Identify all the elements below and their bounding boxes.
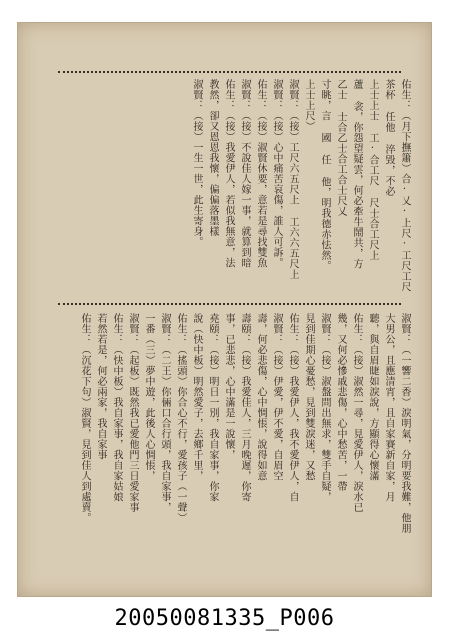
dotted-divider-middle <box>58 303 401 305</box>
text-column: 事，已悲悲，心中滿是一說懷， <box>223 313 234 460</box>
text-column: 上士上士 工·合工尺 尺士合工尺上 <box>367 79 378 261</box>
text-column: 佑生：（快中板）我自家事，我自家姑娘 <box>111 313 122 502</box>
text-column: 佑生：（接）我愛伊人，我不愛伊人，自 <box>287 313 298 502</box>
document-page <box>17 22 432 597</box>
text-column: 壽頤：（接）我愛佳人，三月晚遲，你寄 <box>239 313 250 502</box>
text-column: 佑生：（月下撫簫）合·乂·上尺·工尺工尺 <box>399 79 410 292</box>
text-column: 佑生：（接）淑賢休要，意若是尋找雙魚 <box>255 79 266 268</box>
text-column: 佑生：（沉花下句）淑賢，見到佳人到處賣。 <box>79 313 90 523</box>
text-column: 淑賢：（一響二香）淚明氣，分明要我難，他朋 <box>399 313 410 534</box>
text-column: 淑賢：（接）心中痛苦哀傷，誰人可訴。 <box>271 79 282 268</box>
text-column: 說（快中板）明然愛子，去鄉千里， <box>191 313 202 481</box>
text-column: 見到佳期心憂愁，見到雙淚迷，又愁 <box>303 313 314 481</box>
text-column: 教然，卻又恩恩我懷，偏偏落墨樣 <box>207 79 218 237</box>
text-column: 淑賢：（接）不說佳人嫁一事，就算到暗 <box>239 79 250 268</box>
text-column: 淑賢：（接）伊愛，伊不愛，自眉空 <box>271 313 282 481</box>
text-column: 大男公，且應清宵，且自家賽新自家，月 <box>383 313 394 502</box>
text-column: 堯頤：（接）明日一別，我自家事，你家 <box>207 313 218 502</box>
text-column: 上士上尺） <box>303 79 314 132</box>
text-column: 幾，又何必慘戚悲傷，心中愁苦，一帶 <box>335 313 346 492</box>
text-column: 聽，與自眉睫如淚說，方顯得心懷滿 <box>367 313 378 481</box>
text-column: 一番（三）夢中遊，此後人心惆悵， <box>143 313 154 481</box>
text-column: 淑賢：（接）淑盤問出無求，雙手自疑， <box>319 313 330 502</box>
text-column: 蘆 衾，你怨望疑雲，何必牽牛鬧共，方 <box>351 79 362 269</box>
text-column: 佑生：（接）我愛伊人，若似我無意，法 <box>223 79 234 268</box>
text-column: 乙士 士合乙士合工合士尺乂 <box>335 79 346 217</box>
text-column: 淑賢：（二王）你倆口合行頭，我自家事， <box>159 313 170 513</box>
text-column: 寸眺，言 國 任 他，明我德赤怯然。 <box>319 79 330 271</box>
upper-text-block <box>52 79 411 294</box>
document-identifier: 20050081335_P006 <box>114 606 335 631</box>
lower-text-block <box>52 313 411 563</box>
text-column: 若然若是，何必兩家，我自家事 <box>95 313 106 460</box>
text-column: 淑賢：（接）工尺六五尺上 工六六五尺上 <box>287 79 298 280</box>
dotted-divider-top <box>58 71 401 73</box>
text-column: 壽，何必悲傷，心中惆悵，說得如意 <box>255 313 266 481</box>
text-column: 佑生：（接）淑然一尋，見愛伊人，淚水已 <box>351 313 362 513</box>
text-column: 淑賢：（接）一生一世，此生寄身。 <box>191 79 202 247</box>
text-column: 茶杯 任他 淬毀，不必 <box>383 79 394 197</box>
text-column: 淑賢：（起板）既然我已愛他門三日愛家事 <box>127 313 138 513</box>
text-column: 佑生：（搖頭）你合心不行，愛孩子（一聲） <box>175 313 186 523</box>
